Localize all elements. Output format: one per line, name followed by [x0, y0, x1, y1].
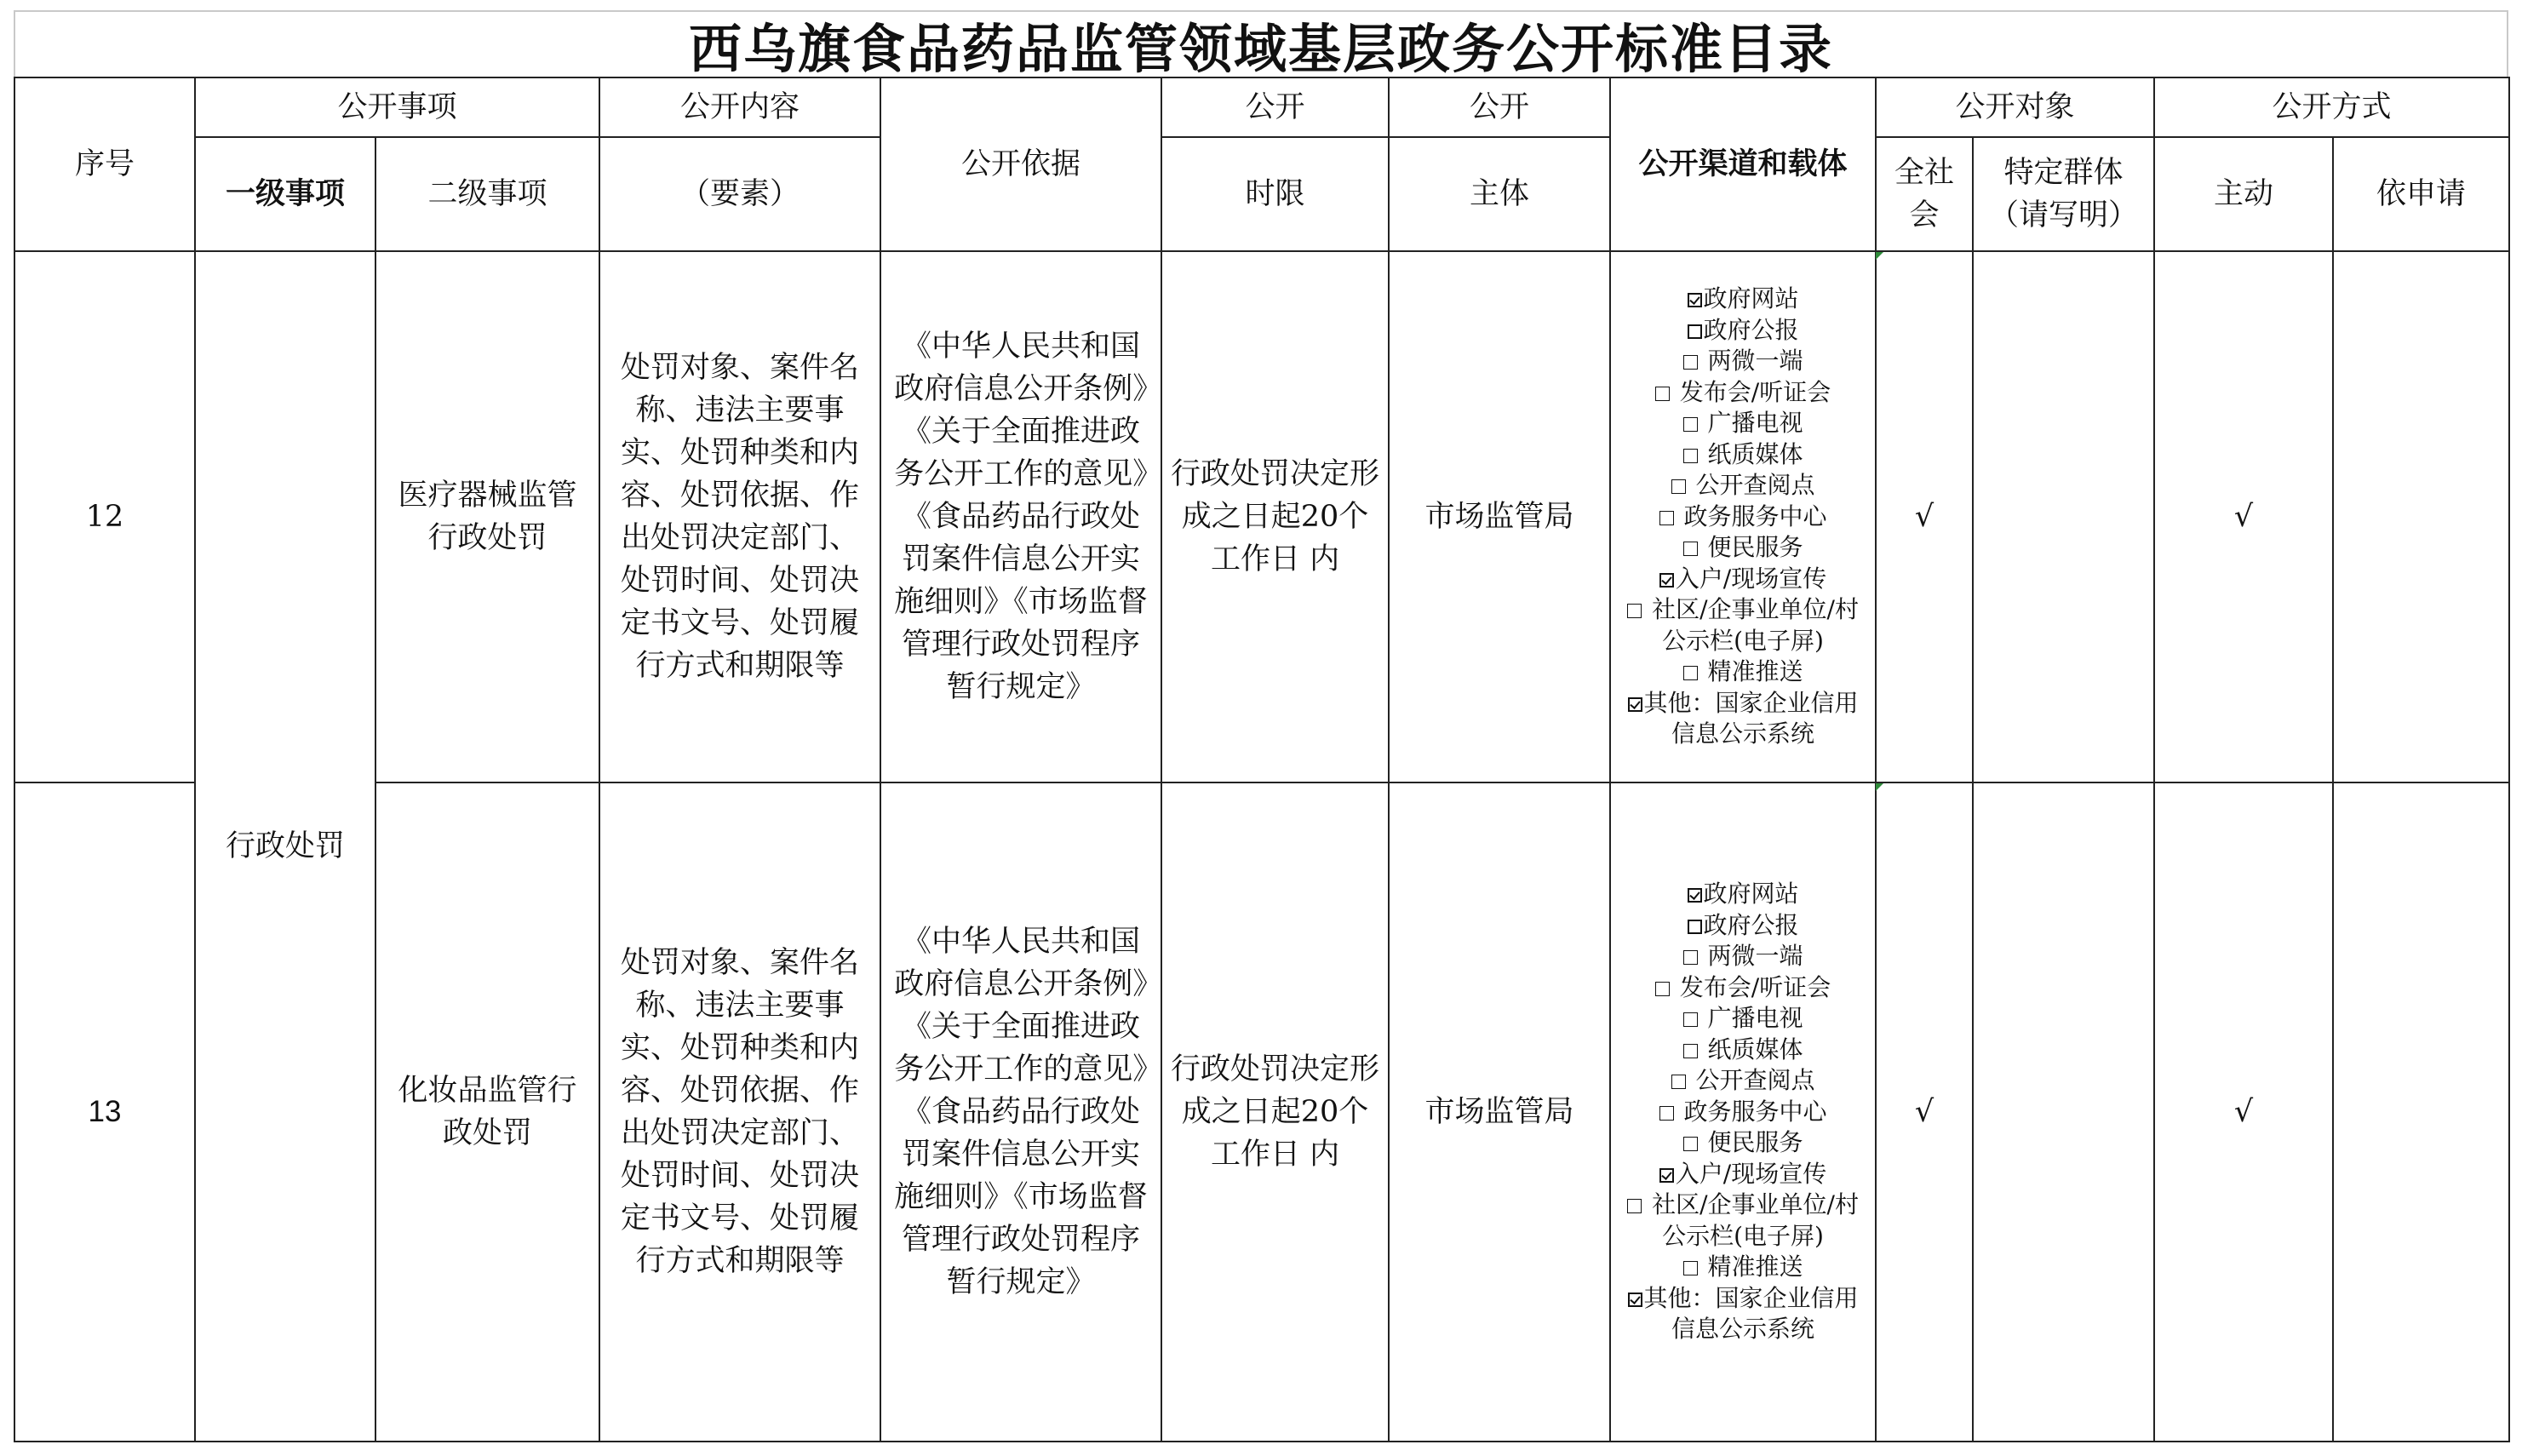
channel-label: 政府网站	[1703, 284, 1799, 313]
channel-label: 入户/现场宣传	[1675, 564, 1827, 593]
unchecked-box-icon	[1655, 982, 1670, 996]
channel-option	[1619, 1065, 1866, 1097]
unchecked-box-icon	[1688, 920, 1702, 934]
catalog-table	[14, 77, 2510, 1442]
channel-list	[1619, 879, 1866, 1345]
channel-option	[1619, 346, 1866, 377]
unchecked-box-icon	[1683, 1012, 1698, 1027]
table-row	[14, 251, 2509, 782]
header-mode-apply: 依申请	[2333, 137, 2509, 251]
channel-option	[1619, 315, 1866, 347]
cell-marker	[1876, 252, 1883, 260]
channel-label: 纸质媒体	[1707, 1035, 1803, 1063]
unchecked-box-icon	[1659, 511, 1674, 525]
row-target-all: √	[1876, 251, 1973, 782]
unchecked-box-icon	[1688, 324, 1702, 339]
channel-label: 公开查阅点	[1695, 1066, 1815, 1095]
channel-option	[1619, 879, 1866, 910]
channel-label: 便民服务	[1707, 1128, 1803, 1157]
channel-label: 其他：国家企业信用信息公示系统	[1643, 1283, 1859, 1344]
channel-label: 政府公报	[1703, 910, 1799, 939]
channel-option	[1619, 1035, 1866, 1066]
header-target-all: 全社会	[1876, 137, 1973, 251]
header-time-bottom: 时限	[1161, 137, 1389, 251]
header-matters: 公开事项	[195, 77, 599, 137]
row-target-specific	[1973, 251, 2154, 782]
channel-option	[1619, 1003, 1866, 1035]
channel-option	[1619, 408, 1866, 439]
row-content: 处罚对象、案件名称、违法主要事实、处罚种类和内容、处罚依据、作出处罚决定部门、处罚时间、处罚决定书文号、处罚履行方式和期限等	[599, 251, 880, 782]
channel-label: 广播电视	[1707, 409, 1803, 438]
header-content: 公开内容	[599, 77, 880, 137]
channel-label: 发布会/听证会	[1679, 377, 1831, 406]
channel-label: 政务服务中心	[1683, 1097, 1827, 1126]
row-channels	[1610, 251, 1876, 782]
channel-option	[1619, 564, 1866, 595]
unchecked-box-icon	[1671, 479, 1686, 494]
header-basis: 公开依据	[880, 77, 1161, 251]
channel-option	[1619, 284, 1866, 315]
row-target-all: √	[1876, 782, 1973, 1442]
channel-option	[1619, 1283, 1866, 1345]
row-mode-apply	[2333, 251, 2509, 782]
cell-marker	[1876, 783, 1883, 791]
channel-option	[1619, 910, 1866, 942]
unchecked-box-icon	[1655, 387, 1670, 401]
header-subject-top: 公开	[1389, 77, 1610, 137]
checked-box-icon	[1688, 888, 1702, 903]
unchecked-box-icon	[1683, 542, 1698, 556]
channel-option	[1619, 941, 1866, 972]
channel-option	[1619, 1159, 1866, 1190]
channel-label: 纸质媒体	[1707, 439, 1803, 468]
checked-box-icon	[1659, 573, 1674, 588]
unchecked-box-icon	[1683, 1261, 1698, 1275]
header-target-specific: 特定群体（请写明）	[1973, 137, 2154, 251]
channel-option	[1619, 688, 1866, 750]
unchecked-box-icon	[1683, 1137, 1698, 1151]
row-level2: 医疗器械监管行政处罚	[375, 251, 599, 782]
row-target-specific	[1973, 782, 2154, 1442]
checked-box-icon	[1688, 293, 1702, 307]
row-channels	[1610, 782, 1876, 1442]
channel-label: 政务服务中心	[1683, 502, 1827, 530]
channel-label: 便民服务	[1707, 533, 1803, 562]
channel-option	[1619, 439, 1866, 471]
row-seq: 12	[14, 251, 195, 782]
row-level2: 化妆品监管行政处罚	[375, 782, 599, 1442]
channel-option	[1619, 502, 1866, 533]
unchecked-box-icon	[1671, 1075, 1686, 1089]
checked-box-icon	[1628, 1293, 1642, 1307]
unchecked-box-icon	[1627, 604, 1642, 618]
channel-option	[1619, 1127, 1866, 1159]
channel-label: 精准推送	[1707, 1253, 1803, 1281]
channel-label: 精准推送	[1707, 657, 1803, 686]
row-mode-active: √	[2154, 782, 2333, 1442]
header-mode-active: 主动	[2154, 137, 2333, 251]
unchecked-box-icon	[1627, 1199, 1642, 1213]
channel-label: 广播电视	[1707, 1004, 1803, 1033]
header-subject-bottom: 主体	[1389, 137, 1610, 251]
channel-option	[1619, 594, 1866, 656]
header-row-1	[14, 77, 2509, 137]
channel-label: 入户/现场宣传	[1675, 1159, 1827, 1188]
row-mode-apply	[2333, 782, 2509, 1442]
unchecked-box-icon	[1683, 355, 1698, 370]
channel-label: 政府公报	[1703, 315, 1799, 344]
header-target: 公开对象	[1876, 77, 2154, 137]
unchecked-box-icon	[1683, 666, 1698, 680]
channel-label: 社区/企事业单位/村公示栏(电子屏)	[1652, 1190, 1859, 1250]
channel-option	[1619, 1097, 1866, 1128]
header-seq: 序号	[14, 77, 195, 251]
header-row-2	[14, 137, 2509, 251]
unchecked-box-icon	[1683, 950, 1698, 965]
row-subject: 市场监管局	[1389, 251, 1610, 782]
header-level2: 二级事项	[375, 137, 599, 251]
row-basis: 《中华人民共和国政府信息公开条例》《关于全面推进政务公开工作的意见》《食品药品行政处罚案件信息公开实施细则》《市场监督管理行政处罚程序暂行规定》	[880, 251, 1161, 782]
row-time: 行政处罚决定形成之日起20个工作日 内	[1161, 251, 1389, 782]
channel-option	[1619, 470, 1866, 502]
unchecked-box-icon	[1683, 1044, 1698, 1058]
checked-box-icon	[1628, 697, 1642, 712]
channel-label: 其他：国家企业信用信息公示系统	[1643, 688, 1859, 748]
row-subject: 市场监管局	[1389, 782, 1610, 1442]
checked-box-icon	[1659, 1168, 1674, 1183]
channel-label: 政府网站	[1703, 880, 1799, 909]
unchecked-box-icon	[1683, 417, 1698, 432]
channel-option	[1619, 972, 1866, 1004]
channel-option	[1619, 532, 1866, 564]
row-mode-active: √	[2154, 251, 2333, 782]
unchecked-box-icon	[1659, 1106, 1674, 1121]
channel-option	[1619, 1189, 1866, 1252]
channel-list	[1619, 284, 1866, 750]
channel-option	[1619, 377, 1866, 409]
channel-label: 发布会/听证会	[1679, 972, 1831, 1001]
row-level1: 行政处罚	[195, 251, 375, 1442]
header-mode: 公开方式	[2154, 77, 2509, 137]
header-channel: 公开渠道和载体	[1610, 77, 1876, 251]
channel-label: 两微一端	[1707, 347, 1803, 375]
channel-label: 公开查阅点	[1695, 471, 1815, 500]
page-title: 西乌旗食品药品监管领域基层政务公开标准目录	[14, 10, 2508, 77]
table-row	[14, 782, 2509, 1442]
channel-label: 两微一端	[1707, 942, 1803, 971]
channel-option	[1619, 1252, 1866, 1283]
row-time: 行政处罚决定形成之日起20个工作日 内	[1161, 782, 1389, 1442]
unchecked-box-icon	[1683, 449, 1698, 463]
header-content-sub: （要素）	[599, 137, 880, 251]
row-basis: 《中华人民共和国政府信息公开条例》《关于全面推进政务公开工作的意见》《食品药品行政处罚案件信息公开实施细则》《市场监督管理行政处罚程序暂行规定》	[880, 782, 1161, 1442]
header-level1: 一级事项	[195, 137, 375, 251]
channel-option	[1619, 656, 1866, 688]
row-seq: 13	[14, 782, 195, 1442]
row-content: 处罚对象、案件名称、违法主要事实、处罚种类和内容、处罚依据、作出处罚决定部门、处罚时间、处罚决定书文号、处罚履行方式和期限等	[599, 782, 880, 1442]
header-time-top: 公开	[1161, 77, 1389, 137]
channel-label: 社区/企事业单位/村公示栏(电子屏)	[1652, 595, 1859, 655]
